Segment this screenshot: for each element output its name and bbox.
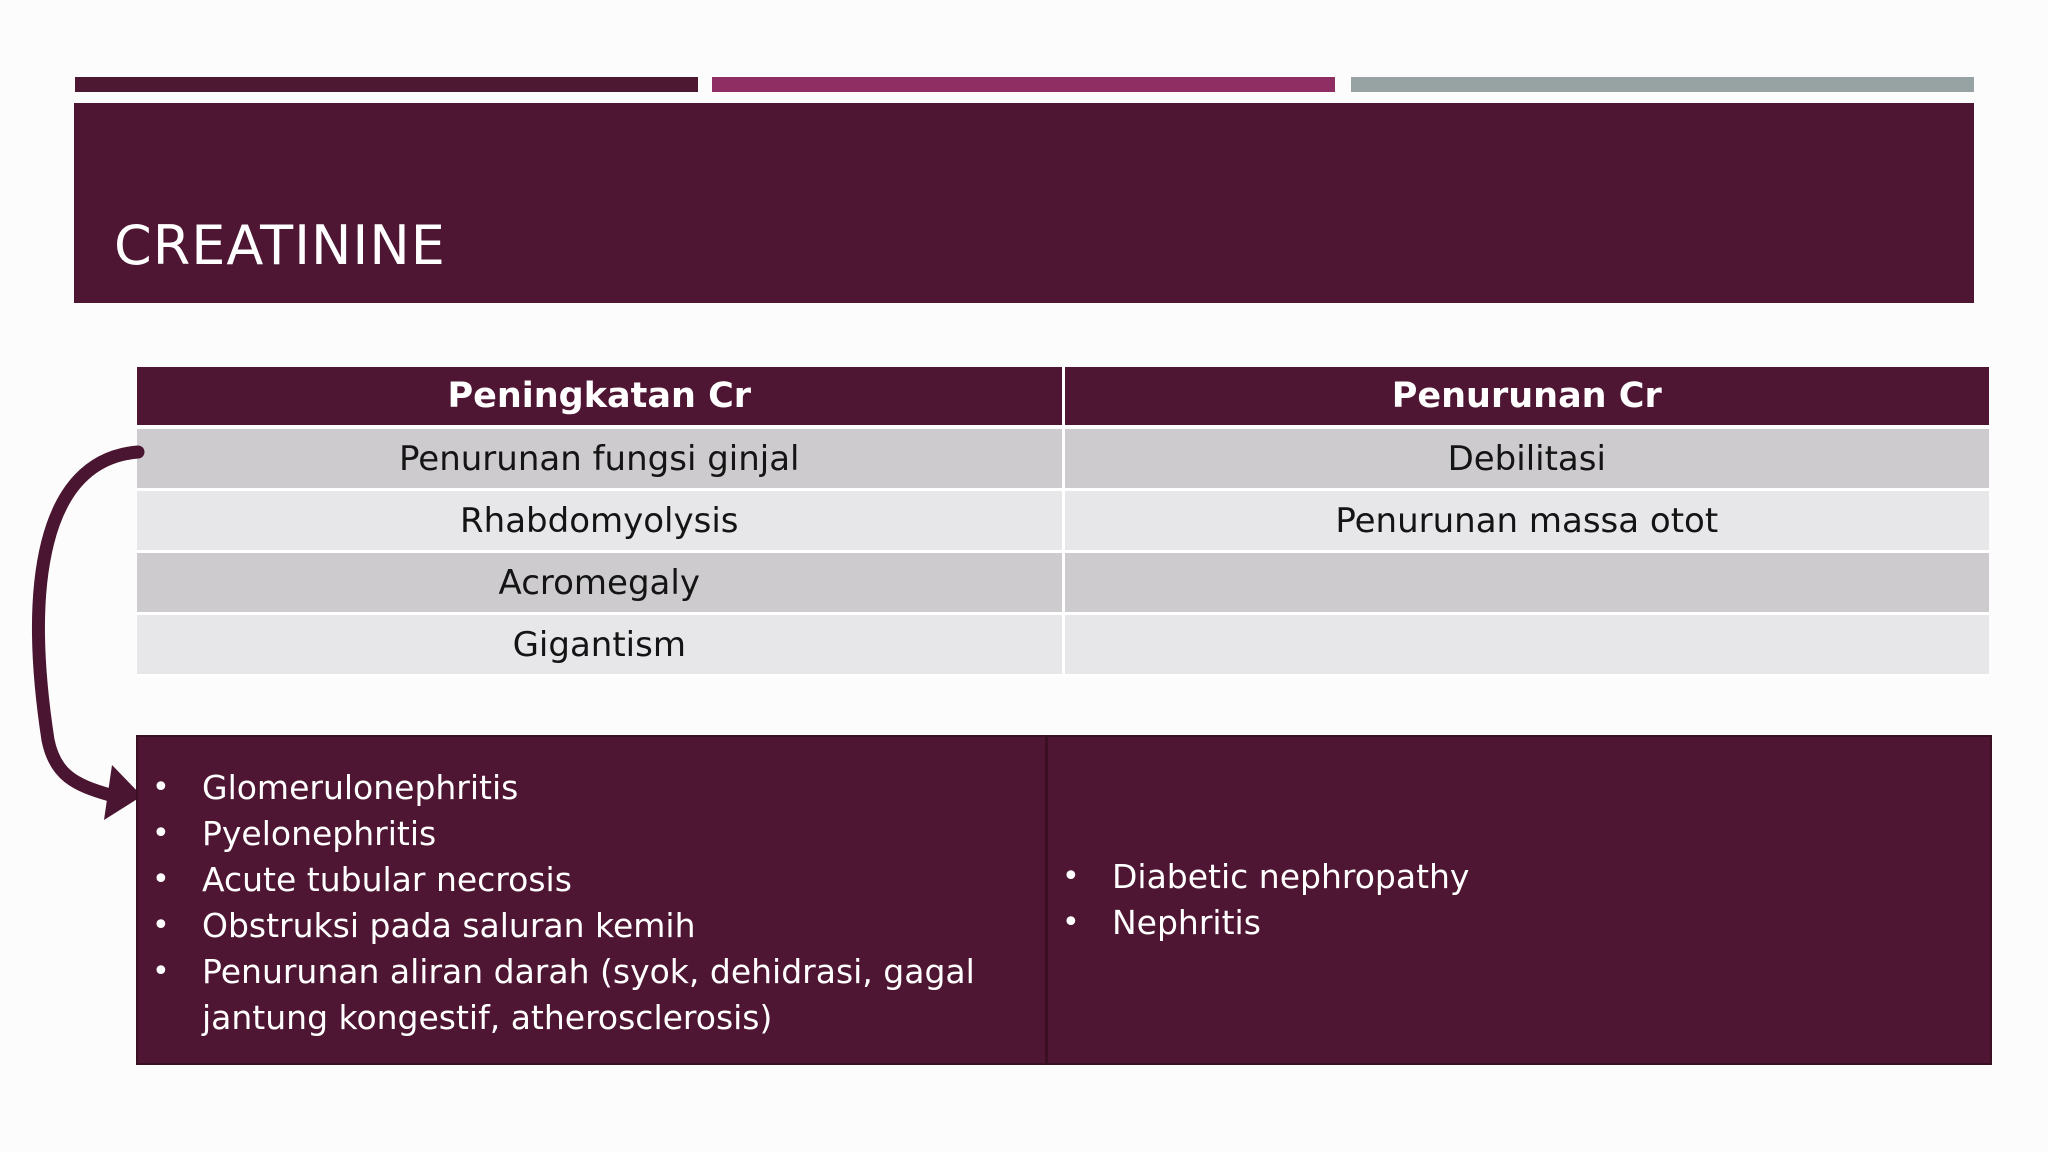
list-item: • Diabetic nephropathy — [1062, 854, 1469, 900]
table-cell: Penurunan massa otot — [1063, 490, 1989, 552]
curved-arrow-icon — [30, 440, 150, 830]
table-header-row — [137, 367, 1989, 427]
causes-left-list — [152, 765, 1025, 1041]
list-item: • Nephritis — [1062, 900, 1469, 946]
table-cell: Penurunan fungsi ginjal — [137, 427, 1063, 490]
table-cell: Rhabdomyolysis — [137, 490, 1063, 552]
list-item: • Glomerulonephritis — [152, 765, 1025, 811]
list-item: • Penurunan aliran darah (syok, dehidrasi, gagal jantung kongestif, atherosclerosis) — [152, 949, 1025, 1041]
table-cell: Acromegaly — [137, 552, 1063, 614]
table-cell — [1063, 614, 1989, 676]
causes-right-list — [1062, 854, 1469, 946]
header-penurunan: Penurunan Cr — [1063, 367, 1989, 427]
causes-box — [136, 735, 1992, 1065]
table-cell: Debilitasi — [1063, 427, 1989, 490]
table-row — [137, 427, 1989, 490]
causes-right-column — [1048, 737, 1990, 1063]
list-item: • Pyelonephritis — [152, 811, 1025, 857]
accent-stripe-3 — [1351, 77, 1974, 92]
list-item: • Obstruksi pada saluran kemih — [152, 903, 1025, 949]
table-row — [137, 614, 1989, 676]
accent-stripe-1 — [75, 77, 698, 92]
creatinine-table — [137, 367, 1989, 677]
table-cell — [1063, 552, 1989, 614]
header-peningkatan: Peningkatan Cr — [137, 367, 1063, 427]
slide-title: CREATININE — [114, 214, 446, 277]
list-item: • Acute tubular necrosis — [152, 857, 1025, 903]
table-row — [137, 490, 1989, 552]
title-band — [74, 103, 1974, 303]
causes-left-column — [138, 737, 1048, 1063]
table-cell: Gigantism — [137, 614, 1063, 676]
table-row — [137, 552, 1989, 614]
accent-stripe-2 — [712, 77, 1335, 92]
